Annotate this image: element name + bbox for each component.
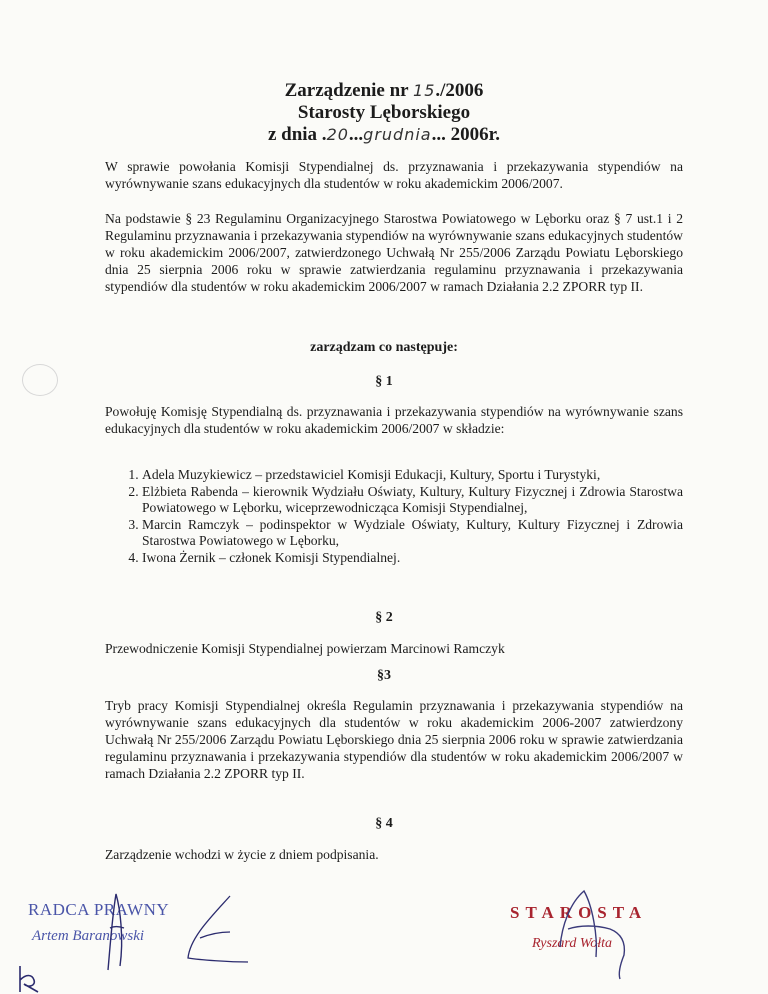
document-header [0, 80, 768, 146]
section-1-heading: § 1 [375, 374, 393, 389]
list-item: 3. Marcin Ramczyk – podinspektor w Wydziale Oświaty, Kultury, Kultury Fizycznej i Zdrowia Starostwa Powiatowego w Lęborku, [142, 517, 683, 550]
issuer-line: Starosty Lęborskiego [297, 102, 471, 123]
commission-members-list [105, 467, 683, 567]
stamp-name: Ryszard Wołta [532, 936, 612, 951]
handwritten-number: 15 [413, 81, 436, 100]
decree-number-line: Zarządzenie nr 15./2006 [284, 80, 484, 101]
section-2-text: Przewodniczenie Komisji Stypendialnej powierzam Marcinowi Ramczyk [105, 641, 505, 656]
stamp-title: STAROSTA [510, 903, 648, 922]
list-item: 1. Adela Muzykiewicz – przedstawiciel Komisji Edukacji, Kultury, Sportu i Turystyki, [142, 467, 683, 484]
section-2-heading: § 2 [375, 610, 393, 625]
section-1-text: Powołuję Komisję Stypendialną ds. przyznawania i przekazywania stypendiów na wyrównywanie szans edukacyjnych dla studentów w roku akademickim 2006/2007 w składzie: [105, 404, 683, 436]
section-3-text: Tryb pracy Komisji Stypendialnej określa Regulamin przyznawania i przekazywania stypendiów na wyrównywanie szans edukacyjnych dla studentów w roku akademickim 2006-2007 zatwierdzony Uchwałą Nr 255/2006 Zarządu Powiatu Lęborskiego dnia 25 sierpnia 2006 roku w sprawie zatwierdzania regulaminu przyznawania i przekazywania stypendiów dla studentów w roku akademickim 2006/2007 w ramach Działania 2.2 ZPORR typ II. [105, 698, 683, 781]
section-3-heading: §3 [377, 668, 391, 683]
handwritten-month: grudnia [363, 125, 432, 144]
initial-mark [14, 964, 44, 994]
handwritten-day: 20 [326, 125, 349, 144]
date-line: z dnia .20...grudnia... 2006r. [267, 124, 501, 145]
legal-basis-paragraph: Na podstawie § 23 Regulaminu Organizacyjnego Starostwa Powiatowego w Lęborku oraz § 7 ust.1 i 2 Regulaminu przyznawania i przekazywania stypendiów na wyrównywanie szans edukacyjnych studentów w roku akademickim 2006/2007, zatwierdzonego Uchwałą Nr 255/2006 Zarządu Powiatu Lęborskiego dnia 25 sierpnia 2006 roku w sprawie zatwierdzania regulaminu przyznawania i przekazywania stypendiów dla studentów w roku akademickim 2006/2007 w ramach Działania 2.2 ZPORR typ II. [105, 211, 683, 294]
stamp-name: Artem Baranowski [32, 928, 145, 944]
starosta-signature [540, 885, 660, 980]
section-4-text: Zarządzenie wchodzi w życie z dniem podpisania. [105, 847, 379, 862]
legal-counsel-signature [80, 888, 250, 978]
section-4-heading: § 4 [375, 816, 393, 831]
decree-heading: zarządzam co następuje: [310, 340, 458, 355]
subject-paragraph: W sprawie powołania Komisji Stypendialnej ds. przyznawania i przekazywania stypendiów na wyrównywanie szans edukacyjnych dla studentów w roku akademickim 2006/2007. [105, 159, 683, 191]
list-item: 2. Elżbieta Rabenda – kierownik Wydziału Oświaty, Kultury, Kultury Fizycznej i Zdrowia Starostwa Powiatowego w Lęborku, wiceprzewodnicząca Komisji Stypendialnej, [142, 484, 683, 517]
stamp-title: RADCA PRAWNY [28, 900, 170, 919]
list-item: 4. Iwona Żernik – członek Komisji Stypendialnej. [142, 550, 683, 567]
